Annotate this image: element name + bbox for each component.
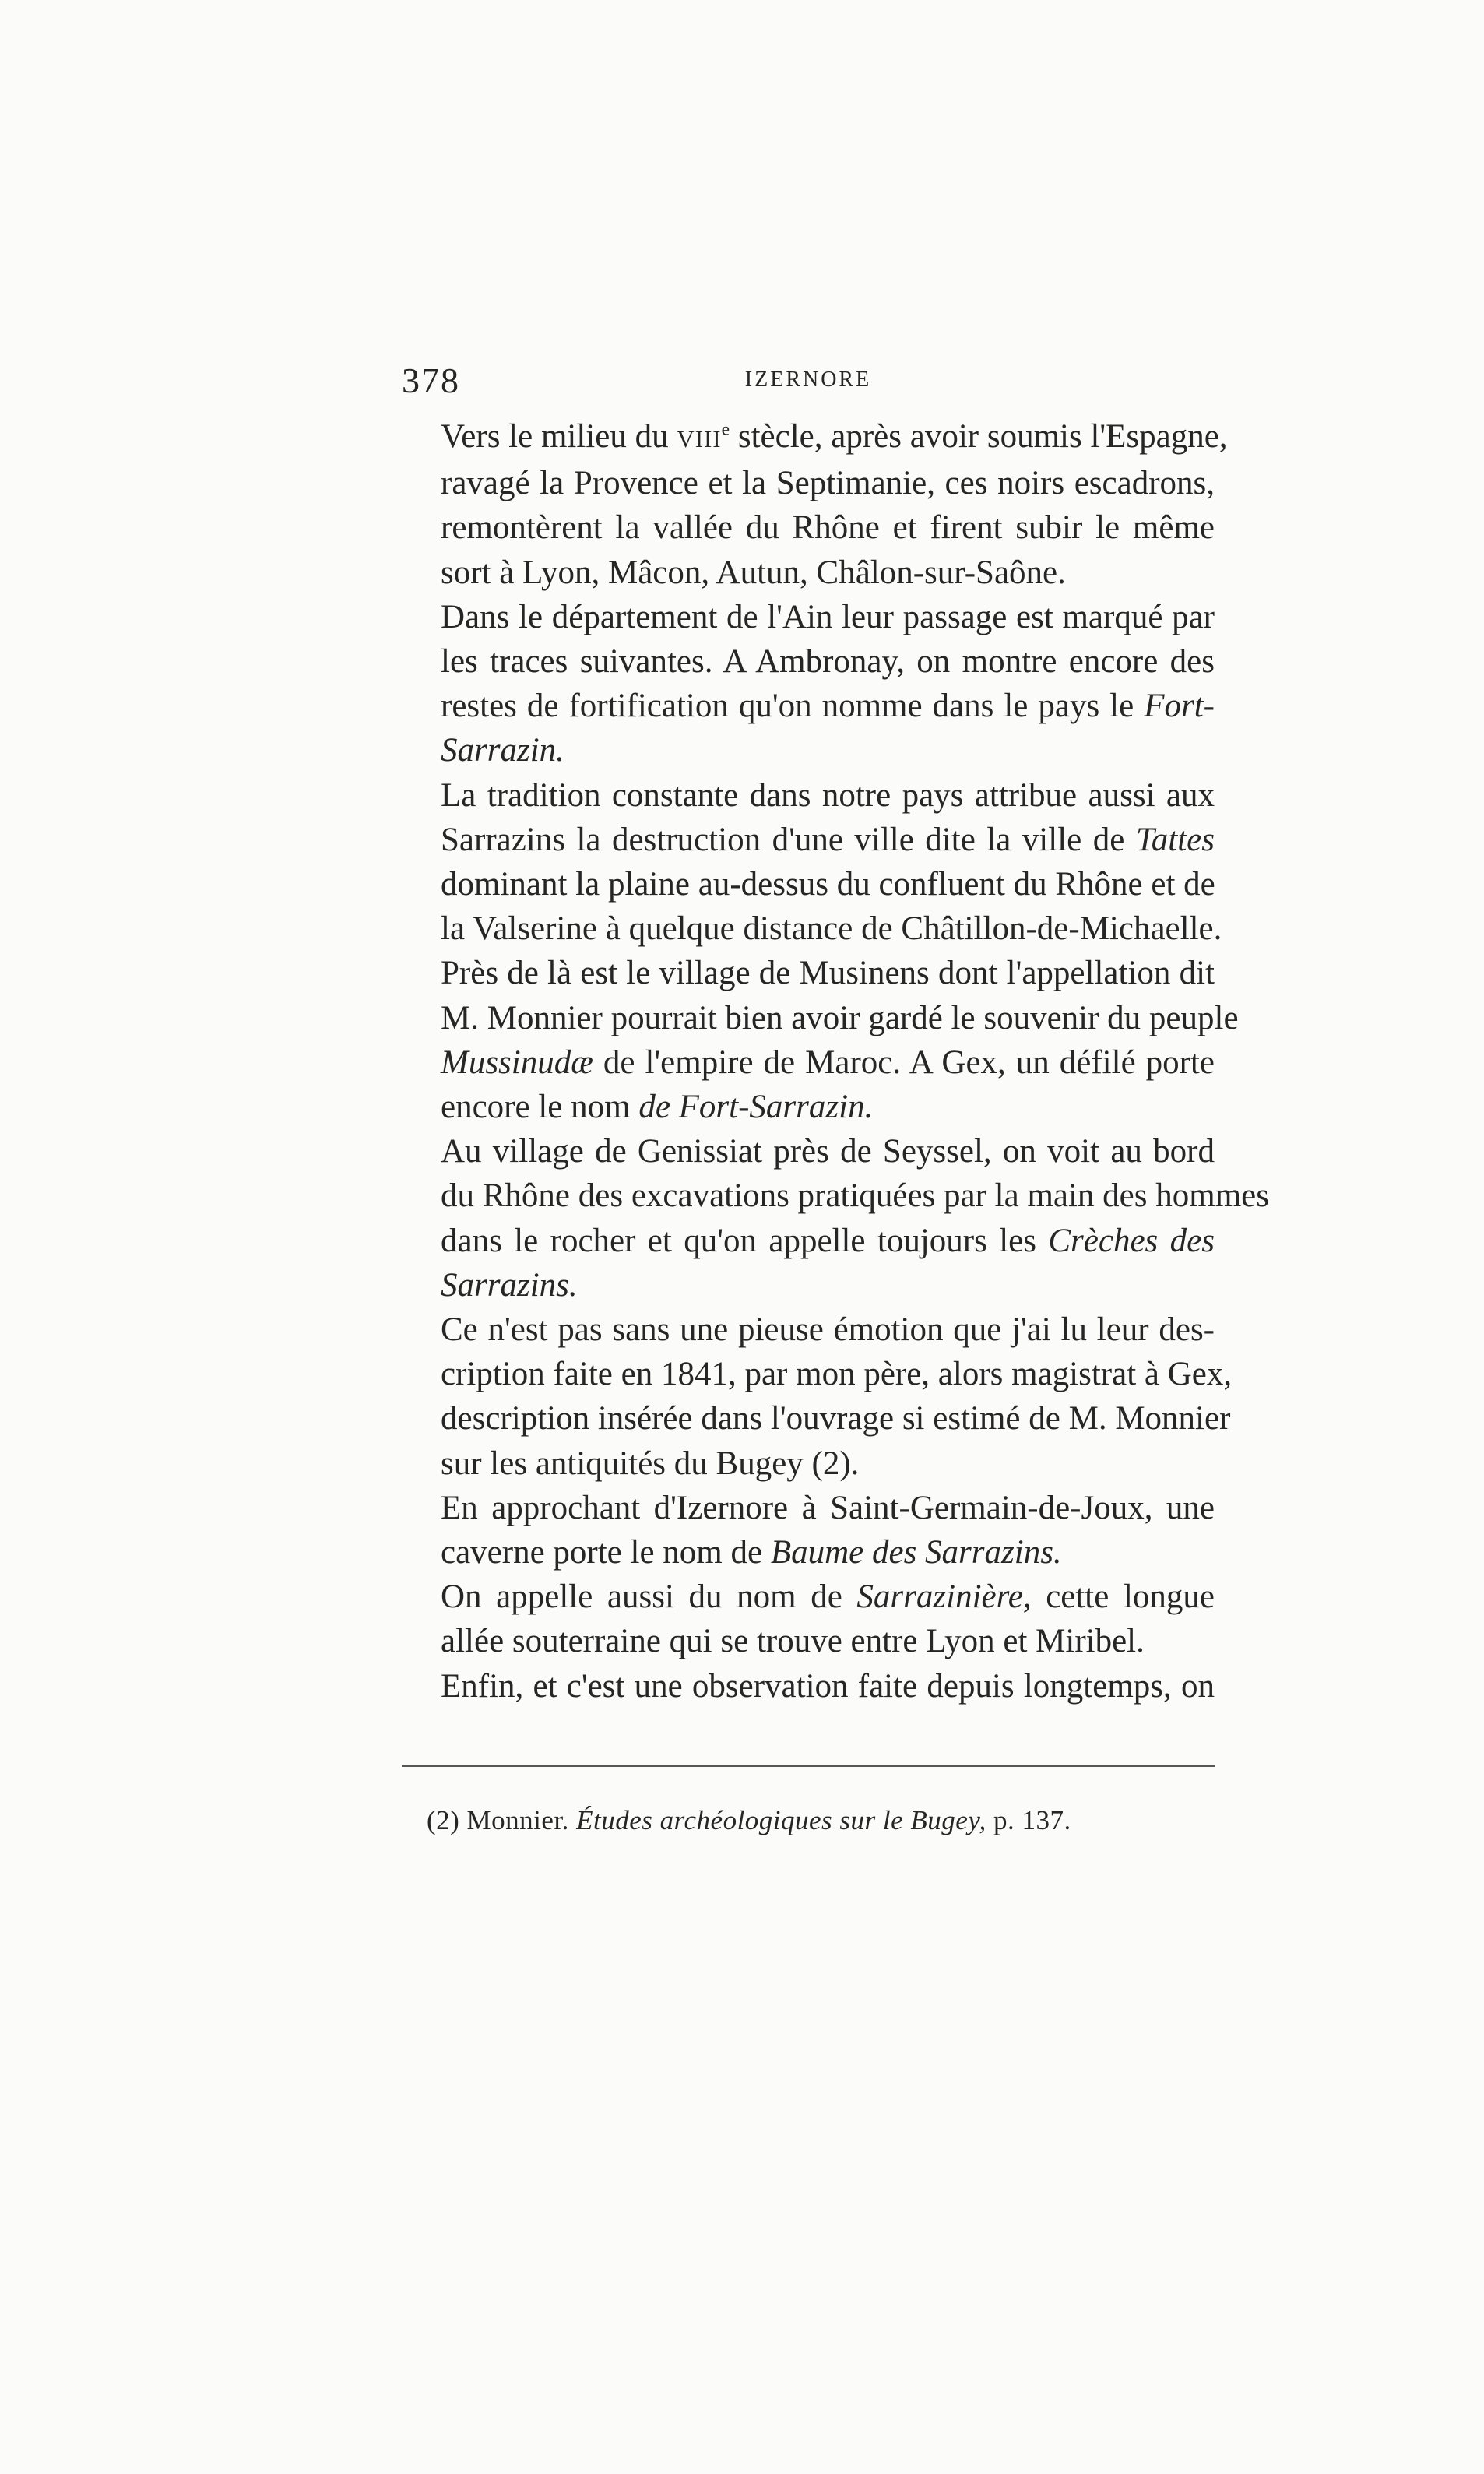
footnote-rest: p. 137. — [986, 1805, 1071, 1835]
text-run: Vers le milieu du — [441, 418, 677, 455]
text-run: encore le nom — [441, 1089, 639, 1126]
text-run: Dans le département de l'Ain leur passage est marqué par — [441, 598, 1215, 635]
paragraph — [402, 1486, 1215, 1575]
text-run: On appelle aussi du nom de — [441, 1578, 857, 1616]
text-line — [402, 1307, 1215, 1352]
text-line — [402, 461, 1215, 505]
text-line — [402, 1619, 1215, 1663]
text-run: Près de là est le village de Musinens dont l'appellation dit — [441, 955, 1215, 992]
text-line — [402, 1040, 1215, 1085]
footnote-marker: (2) Monnier. — [427, 1805, 577, 1835]
paragraph — [402, 595, 1215, 773]
footnote — [427, 1805, 1071, 1836]
running-title: IZERNORE — [744, 368, 872, 392]
text-run: caverne porte le nom de — [441, 1534, 771, 1571]
text-run: dans le rocher et qu'on appelle toujours les — [441, 1222, 1049, 1259]
page-header — [402, 360, 1215, 414]
paragraph — [402, 773, 1239, 1130]
footnote-rule — [402, 1765, 1215, 1767]
text-line — [402, 862, 1215, 906]
text-line — [402, 1174, 1269, 1218]
italic-run: Fort- — [1144, 688, 1215, 725]
text-line — [402, 906, 1222, 951]
text-line — [402, 1575, 1215, 1619]
body-text — [402, 414, 1269, 1709]
text-run: allée souterraine qui se trouve entre Lyon et Miribel. — [441, 1623, 1145, 1660]
text-run: cette longue — [1031, 1578, 1215, 1616]
text-run: sort à Lyon, Mâcon, Autun, Châlon-sur-Saône. — [441, 554, 1066, 591]
text-line — [402, 1486, 1215, 1530]
italic-run: Mussinudæ — [441, 1043, 593, 1081]
text-line — [402, 1129, 1215, 1174]
text-line — [402, 505, 1215, 550]
text-run: sur les antiquités du Bugey (2). — [441, 1445, 860, 1482]
page-number: 378 — [402, 361, 460, 400]
text-run: M. Monnier pourrait bien avoir gardé le souvenir du peuple — [441, 999, 1239, 1036]
text-run: du Rhône des excavations pratiquées par la main des hommes — [441, 1177, 1269, 1215]
italic-run: Tattes — [1135, 821, 1215, 858]
text-run: ravagé la Provence et la Septimanie, ces noirs escadrons, — [441, 465, 1215, 502]
text-line — [402, 818, 1215, 862]
text-line — [402, 1263, 1215, 1307]
text-run: En approchant d'Izernore à Saint-Germain-de-Joux, une — [441, 1489, 1215, 1526]
italic-run: Crèches des — [1048, 1222, 1215, 1259]
text-line — [402, 1219, 1215, 1263]
text-line — [402, 1085, 1215, 1129]
superscript: e — [721, 419, 730, 440]
small-caps-run: VIII — [677, 425, 722, 452]
text-line — [402, 414, 1228, 461]
text-line — [402, 595, 1215, 639]
text-run: de l'empire de Maroc. A Gex, un défilé porte — [593, 1043, 1215, 1081]
text-run: cription faite en 1841, par mon père, alors magistrat à Gex, — [441, 1356, 1233, 1393]
paragraph — [402, 1307, 1233, 1486]
footnote-title: Études archéologiques sur le Bugey, — [576, 1805, 986, 1835]
paragraph — [402, 1575, 1215, 1663]
text-line — [402, 639, 1215, 684]
text-line — [402, 1352, 1233, 1396]
text-line — [402, 1441, 1215, 1486]
italic-run: Sarrazin. — [441, 732, 564, 769]
text-run: dominant la plaine au-dessus du confluent du Rhône et de — [441, 866, 1215, 903]
text-run: les traces suivantes. A Ambronay, on montre encore des — [441, 643, 1215, 681]
paragraph — [402, 414, 1228, 595]
italic-run: Sarrazinière, — [856, 1578, 1032, 1616]
text-line — [402, 951, 1215, 995]
text-run: description insérée dans l'ouvrage si estimé de M. Monnier — [441, 1400, 1231, 1438]
text-run: Enfin, et c'est une observation faite depuis longtemps, on — [441, 1667, 1215, 1705]
text-run: remontèrent la vallée du Rhône et firent subir le même — [441, 509, 1215, 547]
text-line — [402, 773, 1215, 818]
text-line — [402, 684, 1215, 728]
text-line — [402, 1664, 1215, 1709]
italic-run: Baume des Sarrazins. — [770, 1534, 1062, 1571]
text-line — [402, 996, 1239, 1040]
text-line — [402, 551, 1215, 595]
text-line — [402, 1530, 1215, 1575]
text-run: stècle, après avoir soumis l'Espagne, — [730, 418, 1228, 455]
text-run: Sarrazins la destruction d'une ville dite la ville de — [441, 821, 1136, 858]
paragraph — [402, 1129, 1269, 1307]
italic-run: Sarrazins. — [441, 1266, 578, 1304]
paragraph — [402, 1664, 1215, 1709]
text-line — [402, 728, 1215, 772]
text-run: Au village de Genissiat près de Seyssel, on voit au bord — [441, 1133, 1215, 1170]
text-run: restes de fortification qu'on nomme dans le pays le — [441, 688, 1145, 725]
text-run: La tradition constante dans notre pays attribue aussi aux — [441, 776, 1215, 814]
text-line — [402, 1396, 1231, 1441]
text-run: Ce n'est pas sans une pieuse émotion que j'ai lu leur des- — [441, 1311, 1215, 1349]
text-run: la Valserine à quelque distance de Châtillon-de-Michaelle. — [441, 910, 1222, 948]
italic-run: de Fort-Sarrazin. — [638, 1089, 874, 1126]
